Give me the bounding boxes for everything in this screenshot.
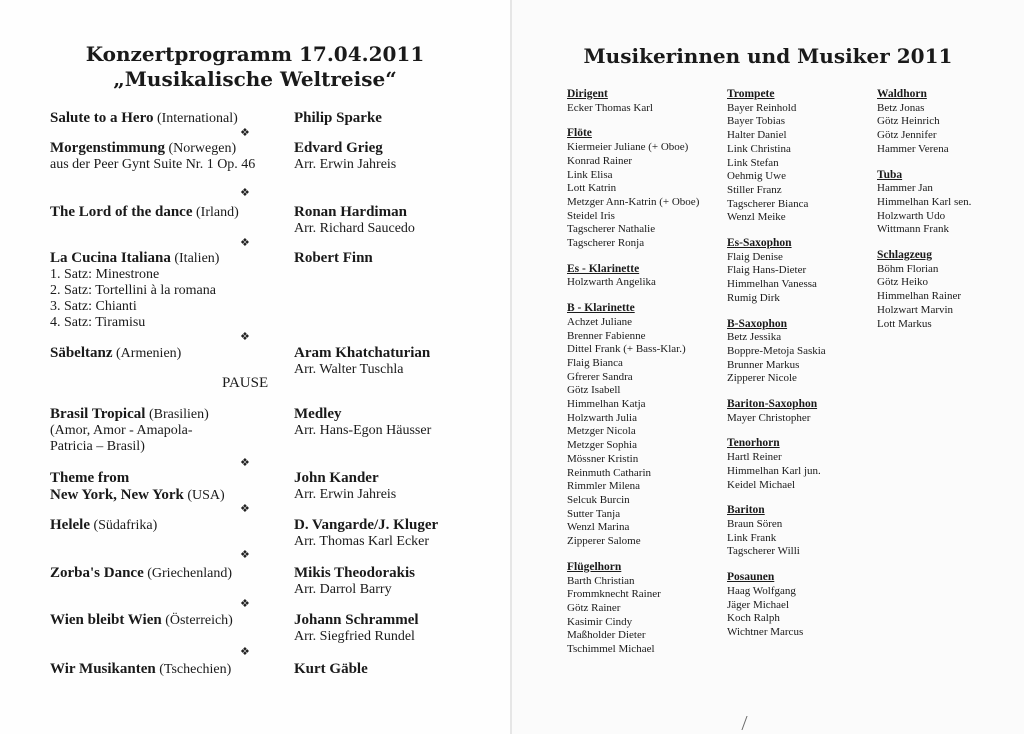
- composer-name: Johann Schrammel: [294, 612, 419, 628]
- section-flügelhorn: [567, 561, 727, 657]
- musician-name: Boppre-Metoja Saskia: [727, 344, 826, 357]
- piece-title: Morgenstimmung: [50, 140, 165, 156]
- musician-name: Wichtner Marcus: [727, 625, 804, 638]
- musician-name: Hartl Reiner: [727, 451, 782, 464]
- section-heading: Bariton-Saxophon: [727, 398, 818, 411]
- piece-title: La Cucina Italiana: [50, 250, 171, 266]
- musician-name: Tagscherer Willi: [727, 545, 800, 558]
- arranger-name: Arr. Erwin Jahreis: [294, 157, 397, 172]
- program-item: [50, 110, 290, 127]
- musician-name: Tschimmel Michael: [567, 643, 655, 656]
- section-heading: Posaunen: [727, 571, 775, 584]
- musician-name: Flaig Bianca: [567, 356, 623, 369]
- piece-title: Salute to a Hero: [50, 110, 154, 126]
- pen-mark: [741, 716, 753, 730]
- piece-title: Säbeltanz: [50, 345, 113, 361]
- musician-name: Himmelhan Karl sen.: [877, 195, 972, 208]
- section-tenorhorn: [727, 437, 877, 492]
- composer: [294, 612, 494, 645]
- arranger-name: Arr. Richard Saucedo: [294, 221, 415, 236]
- program-item: [50, 470, 290, 504]
- section-heading: Flügelhorn: [567, 560, 622, 573]
- piece-detail: (Amor, Amor - Amapola-: [50, 423, 193, 438]
- musician-name: Tagscherer Ronja: [567, 237, 645, 250]
- musician-name: Stiller Franz: [727, 183, 782, 196]
- program-page: [0, 0, 510, 734]
- composer-name: Mikis Theodorakis: [294, 565, 416, 581]
- section-bariton: [727, 504, 877, 559]
- arranger-name: Arr. Hans-Egon Häusser: [294, 423, 432, 438]
- section-b-klarinette: [567, 302, 727, 549]
- section-heading: Es-Saxophon: [727, 237, 792, 250]
- composer: [294, 470, 494, 503]
- section-heading: Tenorhorn: [727, 437, 780, 450]
- musician-name: Betz Jonas: [877, 101, 925, 114]
- musician-name: Hammer Verena: [877, 142, 949, 155]
- musician-name: Himmelhan Katja: [567, 398, 646, 411]
- musician-name: Zipperer Salome: [567, 535, 641, 548]
- piece-title-cont: New York, New York: [50, 487, 184, 503]
- section-dirigent: [567, 88, 727, 115]
- composer-name: Robert Finn: [294, 250, 373, 266]
- musician-name: Keidel Michael: [727, 478, 796, 491]
- ornament-icon: ❖: [240, 502, 250, 515]
- composer-name: Kurt Gäble: [294, 661, 368, 677]
- program-item: [50, 140, 290, 173]
- piece-origin: (Norwegen): [168, 141, 237, 156]
- section-flöte: [567, 127, 727, 250]
- piece-detail: 4. Satz: Tiramisu: [50, 315, 146, 330]
- musician-name: Flaig Denise: [727, 250, 783, 263]
- section-heading: Dirigent: [567, 88, 608, 100]
- musician-name: Bayer Tobias: [727, 115, 785, 128]
- musician-name: Betz Jessika: [727, 331, 782, 344]
- composer-name: Aram Khatchaturian: [294, 345, 431, 361]
- piece-origin: (Brasilien): [148, 407, 209, 422]
- piece-origin: (Südafrika): [93, 518, 158, 533]
- musician-name: Barth Christian: [567, 574, 635, 587]
- arranger-name: Arr. Walter Tuschla: [294, 362, 404, 377]
- piece-origin: (Armenien): [116, 346, 182, 361]
- musician-name: Reinmuth Catharin: [567, 466, 652, 479]
- musician-name: Lott Markus: [877, 317, 932, 330]
- arranger-name: Arr. Siegfried Rundel: [294, 629, 415, 644]
- program-item: [50, 517, 290, 534]
- composer: [294, 661, 494, 678]
- piece-origin: (Tschechien): [159, 662, 232, 677]
- section-bariton-saxophon: [727, 398, 877, 425]
- musician-name: Metzger Ann-Katrin (+ Oboe): [567, 195, 700, 208]
- musician-name: Jäger Michael: [727, 598, 789, 611]
- composer-name: Ronan Hardiman: [294, 204, 407, 220]
- section-posaunen: [727, 571, 877, 640]
- program-item: [50, 661, 290, 678]
- piece-origin: (Griechenland): [147, 566, 232, 581]
- composer-name: Philip Sparke: [294, 110, 382, 126]
- composer: [294, 204, 494, 237]
- piece-origin: (Italien): [174, 251, 220, 266]
- musician-name: Bayer Reinhold: [727, 101, 797, 114]
- ornament-icon: ❖: [240, 330, 250, 343]
- musician-name: Böhm Florian: [877, 262, 939, 275]
- musician-name: Wenzl Meike: [727, 211, 786, 224]
- musician-name: Holzwarth Julia: [567, 411, 637, 424]
- piece-title: The Lord of the dance: [50, 204, 193, 220]
- musician-name: Tagscherer Nathalie: [567, 223, 656, 236]
- musician-name: Frommknecht Rainer: [567, 588, 661, 601]
- section-trompete: [727, 88, 877, 225]
- piece-origin: (USA): [187, 488, 225, 503]
- ornament-icon: ❖: [240, 126, 250, 139]
- section-b-saxophon: [727, 318, 877, 387]
- musician-name: Holzwarth Udo: [877, 209, 946, 222]
- musician-name: Götz Isabell: [567, 384, 621, 397]
- musician-name: Maßholder Dieter: [567, 629, 646, 642]
- musicians-title: Musikerinnen und Musiker 2011: [583, 44, 953, 68]
- piece-detail: 2. Satz: Tortellini à la romana: [50, 283, 216, 298]
- musician-name: Link Stefan: [727, 156, 779, 169]
- section-heading: Bariton: [727, 504, 765, 517]
- musician-name: Mössner Kristin: [567, 452, 639, 465]
- composer-name: John Kander: [294, 470, 379, 486]
- program-item: [50, 565, 290, 582]
- piece-title: Brasil Tropical: [50, 406, 146, 422]
- musician-name: Lott Katrin: [567, 182, 617, 195]
- program-item: [50, 612, 290, 629]
- ornament-icon: ❖: [240, 548, 250, 561]
- piece-detail: 3. Satz: Chianti: [50, 299, 137, 314]
- musician-name: Braun Sören: [727, 517, 783, 530]
- arranger-name: Arr. Thomas Karl Ecker: [294, 534, 430, 549]
- musician-name: Wenzl Marina: [567, 521, 630, 534]
- musician-name: Koch Ralph: [727, 612, 780, 625]
- composer-name: D. Vangarde/J. Kluger: [294, 517, 439, 533]
- composer: [294, 250, 494, 267]
- musician-name: Flaig Hans-Dieter: [727, 264, 807, 277]
- section-waldhorn: [877, 88, 1017, 157]
- composer-name: Edvard Grieg: [294, 140, 383, 156]
- piece-detail: 1. Satz: Minestrone: [50, 267, 160, 282]
- musician-name: Himmelhan Rainer: [877, 290, 962, 303]
- ornament-icon: ❖: [240, 236, 250, 249]
- musician-name: Metzger Sophia: [567, 439, 637, 452]
- program-item: [50, 406, 290, 455]
- musician-name: Holzwarth Angelika: [567, 276, 656, 289]
- ornament-icon: ❖: [240, 186, 250, 199]
- musician-name: Dittel Frank (+ Bass-Klar.): [567, 343, 686, 356]
- piece-origin: (Irland): [196, 205, 239, 220]
- composer: [294, 406, 494, 439]
- musician-name: Hammer Jan: [877, 182, 933, 195]
- program-item: [50, 345, 290, 362]
- musician-name: Rimmler Milena: [567, 480, 641, 493]
- musician-name: Kasimir Cindy: [567, 615, 633, 628]
- musician-name: Himmelhan Vanessa: [727, 278, 817, 291]
- musician-name: Götz Heinrich: [877, 115, 940, 128]
- section-heading: Trompete: [727, 88, 775, 100]
- musicians-column-3: [877, 88, 1017, 343]
- composer-name: Medley: [294, 406, 342, 422]
- musician-name: Selcuk Burcin: [567, 493, 630, 506]
- musician-name: Konrad Rainer: [567, 154, 633, 167]
- musician-name: Steidel Iris: [567, 209, 615, 222]
- musician-name: Kiermeier Juliane (+ Oboe): [567, 141, 689, 154]
- musician-name: Götz Heiko: [877, 276, 929, 289]
- section-es-klarinette: [567, 263, 727, 290]
- composer: [294, 565, 494, 598]
- musician-name: Gfrerer Sandra: [567, 370, 633, 383]
- musician-name: Götz Rainer: [567, 601, 621, 614]
- section-heading: Flöte: [567, 127, 592, 140]
- musician-name: Link Elisa: [567, 168, 613, 181]
- musicians-column-1: [567, 88, 727, 669]
- section-heading: B - Klarinette: [567, 302, 635, 315]
- musician-name: Ecker Thomas Karl: [567, 101, 653, 114]
- section-heading: B-Saxophon: [727, 317, 788, 330]
- musician-name: Haag Wolfgang: [727, 584, 796, 597]
- section-tuba: [877, 169, 1017, 238]
- piece-detail: aus der Peer Gynt Suite Nr. 1 Op. 46: [50, 157, 256, 172]
- piece-detail: Patricia – Brasil): [50, 439, 145, 454]
- program-title-motto: „Musikalische Weltreise“: [113, 67, 397, 91]
- piece-title: Wien bleibt Wien: [50, 612, 162, 628]
- musicians-page: [512, 0, 1024, 734]
- piece-origin: (International): [156, 111, 238, 126]
- musician-name: Holzwart Marvin: [877, 303, 954, 316]
- musician-name: Brunner Markus: [727, 358, 800, 371]
- musician-name: Achzet Juliane: [567, 315, 633, 328]
- ornament-icon: ❖: [240, 456, 250, 469]
- ornament-icon: ❖: [240, 597, 250, 610]
- section-heading: Schlagzeug: [877, 249, 932, 262]
- piece-origin: (Österreich): [165, 613, 233, 628]
- musician-name: Sutter Tanja: [567, 507, 621, 520]
- musician-name: Himmelhan Karl jun.: [727, 464, 821, 477]
- musician-name: Halter Daniel: [727, 129, 787, 142]
- composer: [294, 517, 494, 550]
- program-item: [50, 250, 290, 331]
- musician-name: Götz Jennifer: [877, 129, 937, 142]
- composer: [294, 110, 494, 127]
- piece-title: Theme from: [50, 470, 130, 486]
- piece-title: Helele: [50, 517, 90, 533]
- section-heading: Waldhorn: [877, 88, 927, 100]
- section-es-saxophon: [727, 237, 877, 306]
- musician-name: Wittmann Frank: [877, 223, 949, 236]
- musician-name: Mayer Christopher: [727, 411, 811, 424]
- program-item: [50, 204, 290, 221]
- pause-label: PAUSE: [222, 375, 269, 391]
- program-title: [20, 42, 490, 92]
- piece-title: Wir Musikanten: [50, 661, 156, 677]
- musician-name: Tagscherer Bianca: [727, 197, 809, 210]
- musician-name: Metzger Nicola: [567, 425, 636, 438]
- section-heading: Tuba: [877, 168, 903, 181]
- musician-name: Link Frank: [727, 531, 777, 544]
- piece-title: Zorba's Dance: [50, 565, 144, 581]
- ornament-icon: ❖: [240, 645, 250, 658]
- composer: [294, 345, 494, 378]
- musician-name: Oehmig Uwe: [727, 170, 786, 183]
- musicians-column-2: [727, 88, 877, 652]
- musician-name: Rumig Dirk: [727, 291, 780, 304]
- arranger-name: Arr. Darrol Barry: [294, 582, 392, 597]
- arranger-name: Arr. Erwin Jahreis: [294, 487, 397, 502]
- section-schlagzeug: [877, 249, 1017, 331]
- section-heading: Es - Klarinette: [567, 262, 640, 275]
- musician-name: Zipperer Nicole: [727, 372, 797, 385]
- musician-name: Link Christina: [727, 142, 791, 155]
- musician-name: Brenner Fabienne: [567, 329, 646, 342]
- program-title-date: Konzertprogramm 17.04.2011: [85, 42, 425, 66]
- composer: [294, 140, 494, 173]
